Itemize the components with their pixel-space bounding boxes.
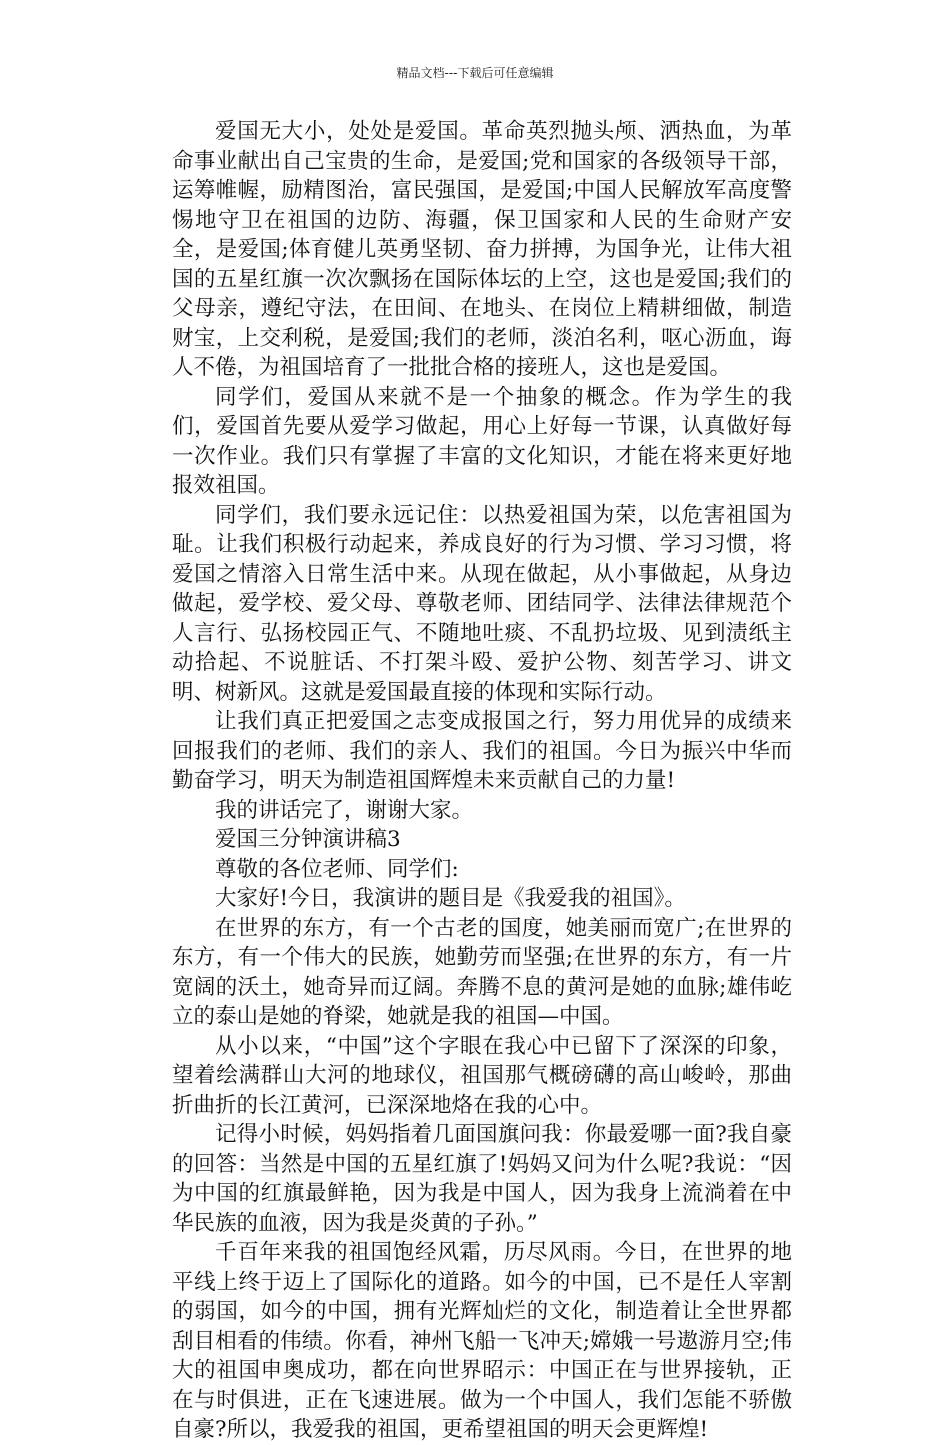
speech-title: 爱国三分钟演讲稿3 — [215, 827, 401, 852]
paragraph: 在世界的东方，有一个古老的国度，她美丽而宽广;在世界的东方，有一个伟大的民族，她勤劳而坚强;在世界的东方，有一片宽阔的沃土，她奇异而辽阔。奔腾不息的黄河是她的血脉;雄伟屹立的泰山是她的脊梁，她就是我的祖国—中国。 — [172, 915, 792, 1029]
document-body — [172, 117, 792, 1445]
paragraph: 同学们，我们要永远记住：以热爱祖国为荣，以危害祖国为耻。让我们积极行动起来，养成良好的行为习惯、学习习惯，将爱国之情溶入日常生活中来。从现在做起，从小事做起，从身边做起，爱学校、爱父母、尊敬老师、团结同学、法律法律规范个人言行、弘扬校园正气、不随地吐痰、不乱扔垃圾、见到渍纸主动拾起、不说脏话、不打架斗殴、爱护公物、刻苦学习、讲文明、树新风。这就是爱国最直接的体现和实际行动。 — [172, 502, 792, 705]
salutation: 尊敬的各位老师、同学们: — [215, 856, 459, 882]
page-header: 精品文档---下载后可任意编辑 — [396, 66, 554, 80]
greeting: 大家好!今日，我演讲的题目是《我爱我的祖国》。 — [215, 886, 686, 911]
paragraph: 千百年来我的祖国饱经风霜，历尽风雨。今日，在世界的地平线上终于迈上了国际化的道路。如今的中国，已不是任人宰割的弱国，如今的中国，拥有光辉灿烂的文化，制造着让全世界都刮目相看的伟绩。你看，神州飞船一飞冲天;嫦娥一号遨游月空;伟大的祖国申奥成功，都在向世界昭示：中国正在与世界接轨，正在与时俱进，正在飞速进展。做为一个中国人，我们怎能不骄傲自豪?所以，我爱我的祖国，更希望祖国的明天会更辉煌! — [172, 1240, 792, 1442]
paragraph: 让我们真正把爱国之志变成报国之行，努力用优异的成绩来回报我们的老师、我们的亲人、我们的祖国。今日为振兴中华而勤奋学习，明天为制造祖国辉煌未来贡献自己的力量! — [172, 709, 792, 793]
paragraph: 从小以来，“中国”这个字眼在我心中已留下了深深的印象，望着绘满群山大河的地球仪，祖国那气概磅礴的高山峻岭，那曲折曲折的长江黄河，已深深地烙在我的心中。 — [172, 1033, 792, 1118]
paragraph: 爱国无大小，处处是爱国。革命英烈抛头颅、洒热血，为革命事业献出自己宝贵的生命，是爱国;党和国家的各级领导干部，运筹帷幄，励精图治，富民强国，是爱国;中国人民解放军高度警惕地守卫在祖国的边防、海疆，保卫国家和人民的生命财产安全，是爱国;体育健儿英勇坚韧、奋力拼搏，为国争光，让伟大祖国的五星红旗一次次飘扬在国际体坛的上空，这也是爱国;我们的父母亲，遵纪守法，在田间、在地头、在岗位上精耕细做，制造财宝，上交利税，是爱国;我们的老师，淡泊名利，呕心沥血，诲人不倦，为祖国培育了一批批合格的接班人，这也是爱国。 — [172, 119, 792, 380]
closing-line: 我的讲话完了，谢谢大家。 — [215, 797, 474, 823]
paragraph: 记得小时候，妈妈指着几面国旗问我：你最爱哪一面?我自豪的回答：当然是中国的五星红旗了!妈妈又问为什么呢?我说：“因为中国的红旗最鲜艳，因为我是中国人，因为我身上流淌着在中华民族的血液，因为我是炎黄的子孙。” — [172, 1122, 792, 1236]
paragraph: 同学们，爱国从来就不是一个抽象的概念。作为学生的我们，爱国首先要从爱学习做起，用心上好每一节课，认真做好每一次作业。我们只有掌握了丰富的文化知识，才能在将来更好地报效祖国。 — [172, 384, 792, 498]
